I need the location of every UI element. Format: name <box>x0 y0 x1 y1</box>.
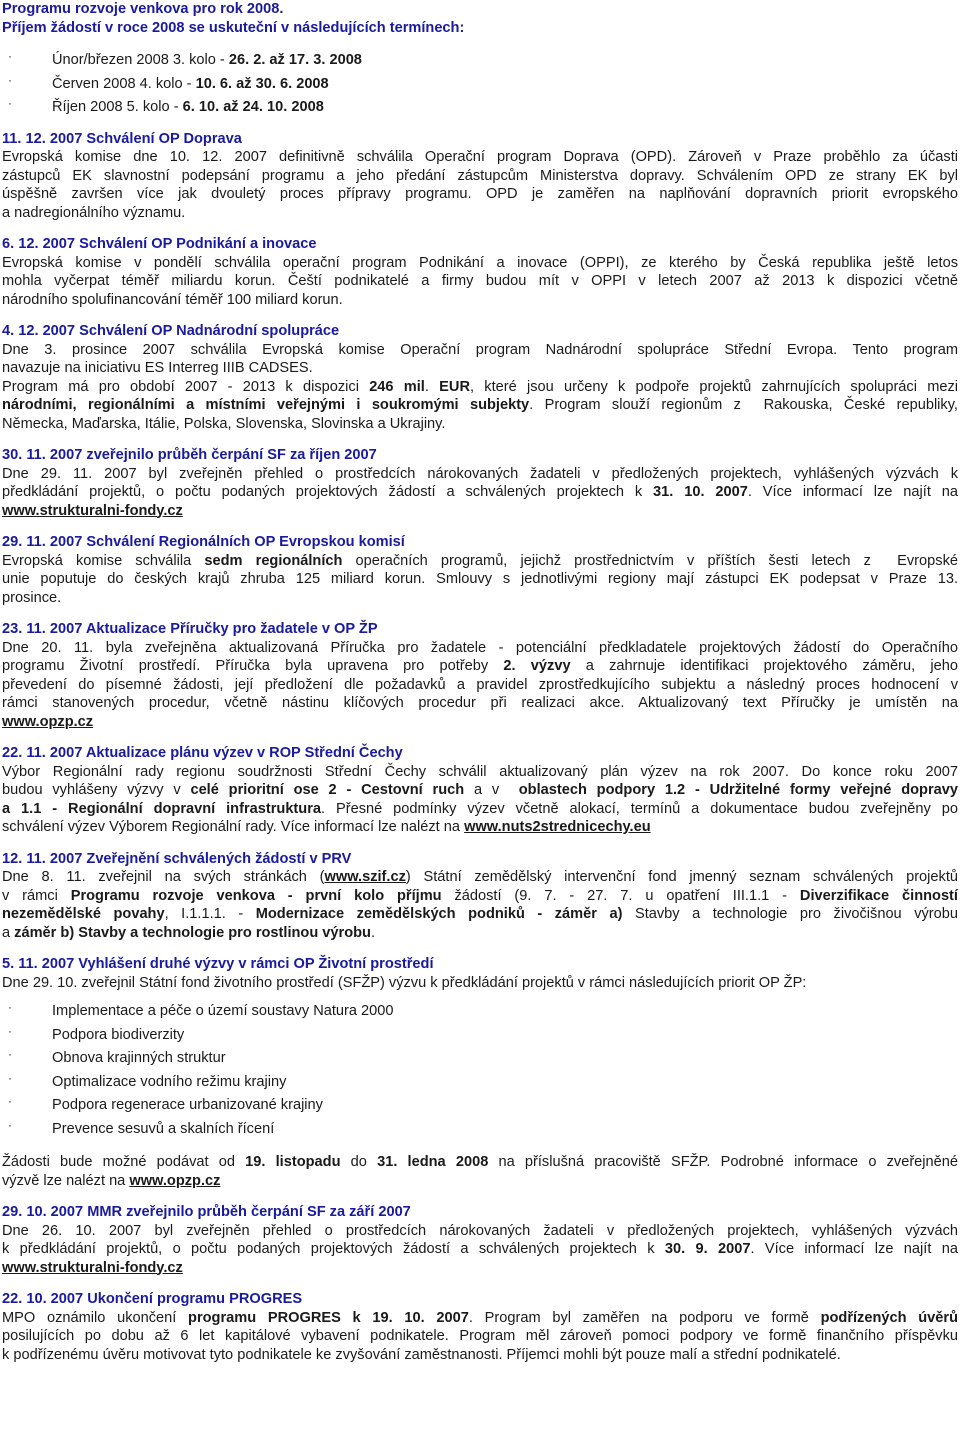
section-text: budou vyhlášeny výzvy v celé prioritní ose 2 - Cestovní ruch a v oblastech podpory 1.2 - Udržitelné formy veřejné dopravy <box>2 782 958 798</box>
section-text: Dne 26. 10. 2007 byl zveřejněn přehled o prostředcích nárokovaných žadateli v předložených projektech, vyhlášených výzvách <box>2 1222 958 1239</box>
section-title: 29. 11. 2007 Schválení Regionálních OP Evropskou komisí <box>2 534 405 550</box>
section-text: Program má pro období 2007 - 2013 k dispozici 246 mil. EUR, které jsou určeny k podpoře projektů zahrnujících spolupráci mezi <box>2 378 959 395</box>
news-section-cerpani-zari <box>2 1203 958 1277</box>
section-text: Evropská komise dne 10. 12. 2007 definitivně schválila Operační program Doprava (OPD). Zároveň v Praze proběhlo za účasti <box>2 149 958 165</box>
section-text: zástupců EK slavnostní podepsání programu a jeho předání zástupcům Ministerstva dopravy. Schválením OPD ze strany EK byl <box>2 167 958 184</box>
section-text: Dne 29. 11. 2007 byl zveřejněn přehled o prostředcích nárokovaných žadateli v předložených projektech, vyhlášených výzvách k <box>2 465 958 482</box>
bullet-icon: · <box>8 1070 12 1085</box>
section-text: výzvě lze nalézt na www.opzp.cz <box>2 1172 221 1189</box>
section-text: Evropská komise v pondělí schválila operační program Podnikání a inovace (OPPI), ze kterého by Česká republika ještě letos <box>2 254 958 271</box>
list-item: · Prevence sesuvů a skalních řícení <box>2 1118 958 1142</box>
strukturalni-fondy-link[interactable]: www.strukturalni-fondy.cz <box>2 1259 183 1276</box>
section-text: předkládání projektů, o počtu podaných projektových žádostí a schválených projektech k 31. 10. 2007. Více informací lze najít na <box>2 484 958 500</box>
section-title: 5. 11. 2007 Vyhlášení druhé výzvy v rámci OP Životní prostředí <box>2 956 434 972</box>
section-text: národního spolufinancování téměř 100 miliard korun. <box>2 291 343 308</box>
news-section-vyzva-opzp <box>2 955 958 1190</box>
news-section-rop-stredni-cechy <box>2 744 958 837</box>
section-text: Dne 8. 11. zveřejnil na svých stránkách (www.szif.cz) Státní zemědělský intervenční fond jmenný seznam schválených projektů <box>2 869 958 885</box>
section-text: národními, regionálními a místními veřejnými i soukromými subjekty. Program slouží regionům z Rakouska, České republiky, <box>2 397 958 413</box>
section-text: unie poputuje do českých krajů zhruba 125 miliard korun. Smlouvy s jednotlivými regiony mají zástupci EK podepsat v Praze 13. <box>2 571 958 587</box>
section-text: navazuje na iniciativu ES Interreg IIIB CADSES. <box>2 360 313 376</box>
section-text: k podřízenému úvěru motivovat tyto podnikatele ke zvyšování zaměstnanosti. Příjemci mohli být pouze malí a střední podnikatelé. <box>2 1346 841 1363</box>
section-title: 22. 11. 2007 Aktualizace plánu výzev v ROP Střední Čechy <box>2 745 403 761</box>
section-text: Žádosti bude možné podávat od 19. listopadu do 31. ledna 2008 na příslušná pracoviště SFŽP. Podrobné informace o zveřejněné <box>2 1154 959 1170</box>
section-text: v rámci Programu rozvoje venkova - první kolo příjmu žádostí (9. 7. - 27. 7. u opatření III.1.1 - Diverzifikace činností <box>2 887 958 904</box>
section-text: k předkládání projektů, o počtu podaných projektových žádostí a schválených projektech k 30. 9. 2007. Více informací lze najít na <box>2 1241 958 1257</box>
news-section-prv <box>2 850 958 943</box>
section-text: posilujících po dobu až 6 let kapitálové vybavení podnikatele. Program měl zároveň pomoci podpory ve formě finančního příspěvku <box>2 1328 958 1344</box>
section-text: MPO oznámilo ukončení programu PROGRES k 19. 10. 2007. Program byl zaměřen na podporu ve formě podřízených úvěrů <box>2 1309 958 1326</box>
news-section-cerpani-rijen <box>2 446 958 520</box>
opzp-link[interactable]: www.opzp.cz <box>129 1172 221 1189</box>
section-text: rámci stanovených procedur, včetně nástinu klíčových procedur při realizaci akce. Aktualizovaný text Příručky je umístěn na <box>2 695 958 711</box>
header-line-1: Programu rozvoje venkova pro rok 2008. <box>2 1 284 17</box>
section-text: prosince. <box>2 589 62 606</box>
bullet-icon: · <box>8 1094 12 1108</box>
list-item: · Podpora biodiverzity <box>2 1024 958 1048</box>
section-title: 23. 11. 2007 Aktualizace Příručky pro žadatele v OP ŽP <box>2 621 378 637</box>
terms-list <box>2 49 958 120</box>
list-item: · Únor/březen 2008 3. kolo - 26. 2. až 17. 3. 2008 <box>2 49 958 73</box>
bullet-icon: · <box>8 96 12 110</box>
section-text: Dne 3. prosince 2007 schválila Evropská komise Operační program Nadnárodní spolupráce Střední Evropa. Tento program <box>2 341 958 358</box>
news-section-progres <box>2 1290 958 1364</box>
opzp-link[interactable]: www.opzp.cz <box>2 713 94 730</box>
section-text: a nadregionálního významu. <box>2 204 186 221</box>
section-title: 30. 11. 2007 zveřejnilo průběh čerpání SF za říjen 2007 <box>2 447 377 463</box>
section-text: schválení výzev Výborem Regionální rady. Více informací lze nalézt na www.nuts2stredniсechy.eu <box>2 819 651 835</box>
list-item: · Optimalizace vodního režimu krajiny <box>2 1071 958 1095</box>
news-section-regionalni-op <box>2 533 958 607</box>
bullet-icon: · <box>8 72 12 87</box>
bullet-icon: · <box>8 1117 12 1132</box>
section-text: úspěšně završen více jak dvouletý proces přípravy programu. OPD je zaměřen na naplňování dopravních priorit evropského <box>2 186 958 202</box>
section-title: 29. 10. 2007 MMR zveřejnilo průběh čerpání SF za září 2007 <box>2 1204 411 1220</box>
list-item: · Červen 2008 4. kolo - 10. 6. až 30. 6. 2008 <box>2 73 958 97</box>
bullet-icon: · <box>8 1000 12 1014</box>
section-title: 12. 11. 2007 Zveřejnění schválených žádostí v PRV <box>2 850 352 867</box>
section-title: 6. 12. 2007 Schválení OP Podnikání a inovace <box>2 236 317 252</box>
bullet-icon: · <box>8 1047 12 1061</box>
list-item: · Obnova krajinných struktur <box>2 1047 958 1071</box>
section-text: a 1.1 - Regionální dopravní infrastruktura. Přesné podmínky výzev včetně alokací, termínů a dokumentace budou zveřejněny po <box>2 800 958 817</box>
section-text: mohla vyčerpat téměř miliardu korun. Čeští podnikatelé a firmy budou mít v OPPI v letech 2007 až 2013 k dispozici včetně <box>2 273 958 289</box>
news-section-prirucka-opzp <box>2 620 958 731</box>
list-item: · Podpora regenerace urbanizované krajiny <box>2 1094 958 1118</box>
section-text: Dne 20. 11. byla zveřejněna aktualizovaná Příručka pro žadatele - potenciální předkladatele projektových žádostí do Operačního <box>2 639 958 656</box>
bullet-icon: · <box>8 49 12 63</box>
strukturalni-fondy-link[interactable]: www.strukturalni-fondy.cz <box>2 502 183 519</box>
section-text: a záměr b) Stavby a technologie pro rostlinou výrobu. <box>2 924 376 941</box>
news-section-op-podnikani <box>2 235 958 309</box>
nuts2-link[interactable]: www.nuts2stredniсechy.eu <box>464 819 651 835</box>
list-item: · Říjen 2008 5. kolo - 6. 10. až 24. 10. 2008 <box>2 96 958 120</box>
section-text: převedení do písemné žádosti, její předložení dle požadavků a pravidel zprostředkujícího subjektu a následný proces hodnocení v <box>2 676 958 693</box>
news-section-op-doprava <box>2 130 958 223</box>
section-text: Dne 29. 10. zveřejnil Státní fond životního prostředí (SFŽP) výzvu k předkládání projektů v rámci následujících priorit OP ŽP: <box>2 974 807 991</box>
section-text: Evropská komise schválila sedm regionálních operačních programů, jejichž prostřednictvím v příštích šesti letech z Evropské <box>2 552 958 569</box>
section-title: 22. 10. 2007 Ukončení programu PROGRES <box>2 1291 303 1307</box>
szif-link[interactable]: www.szif.cz <box>324 869 406 885</box>
section-text: Výbor Regionální rady regionu soudržnosti Střední Čechy schválil aktualizovaný plán výzev na rok 2007. Do konce roku 2007 <box>2 763 958 780</box>
bullet-icon: · <box>8 1023 12 1038</box>
section-text: Německa, Maďarska, Itálie, Polska, Slovenska, Slovinska a Ukrajiny. <box>2 415 446 432</box>
section-title: 4. 12. 2007 Schválení OP Nadnárodní spolupráce <box>2 323 340 339</box>
list-item: · Implementace a péče o území soustavy Natura 2000 <box>2 1000 958 1024</box>
header-line-2: Příjem žádostí v roce 2008 se uskuteční v následujících termínech: <box>2 19 465 36</box>
section-title: 11. 12. 2007 Schválení OP Doprava <box>2 130 242 147</box>
section-text: nezemědělské povahy, I.1.1.1. - Modernizace zemědělských podniků - záměr a) Stavby a technologie pro živočišnou výrobu <box>2 906 959 922</box>
section-text: programu Životní prostředí. Příručka byla upravena pro potřeby 2. výzvy a zahrnuje identifikaci projektového záměru, jeho <box>2 658 958 674</box>
news-section-op-nadnarodni <box>2 322 958 433</box>
